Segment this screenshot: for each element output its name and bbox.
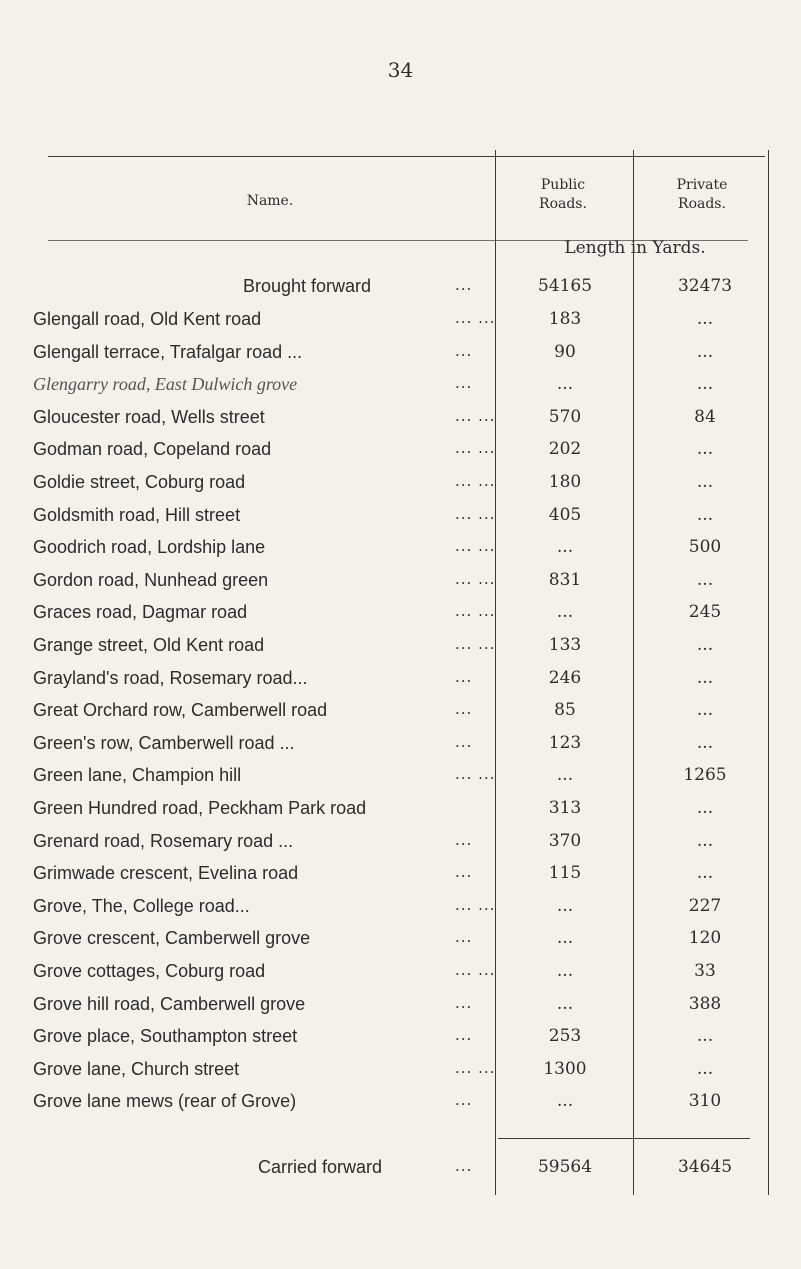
row-public: 183: [548, 309, 582, 329]
row-public: ...: [556, 537, 574, 558]
table-row: [0, 309, 801, 341]
row-name: Grove place, Southampton street: [33, 1026, 298, 1047]
row-name: Carried forward: [258, 1157, 383, 1177]
row-name: Gloucester road, Wells street: [33, 406, 265, 427]
row-private: ...: [696, 569, 714, 590]
row-leader: ... ...: [455, 765, 496, 784]
row-leader: ... ...: [455, 635, 496, 653]
table-row: [0, 700, 801, 732]
row-private: ...: [696, 504, 714, 525]
table-row: [0, 928, 801, 960]
row-private: ...: [696, 863, 714, 884]
row-private: ...: [696, 700, 714, 721]
table-row: [0, 407, 801, 439]
table-row: [0, 635, 801, 667]
row-name: Graces road, Dagmar road: [33, 602, 248, 623]
row-name: Gordon road, Nunhead green: [33, 569, 269, 590]
header-name: Name.: [246, 193, 294, 209]
row-name: Glengall road, Old Kent road: [33, 309, 262, 329]
row-private: 32473: [677, 276, 733, 296]
row-private: 1265: [683, 765, 727, 786]
row-public: 180: [548, 472, 582, 492]
row-name: Grove crescent, Camberwell grove: [33, 928, 311, 949]
row-private: ...: [696, 798, 714, 818]
bottom-rule: [498, 1138, 750, 1139]
row-leader: ...: [455, 928, 473, 947]
row-leader: ... ...: [455, 961, 496, 979]
row-public: 253: [548, 1026, 582, 1047]
row-private: ...: [696, 439, 714, 460]
row-public: 115: [548, 863, 582, 884]
row-name: Grange street, Old Kent road: [33, 635, 265, 655]
header-public-roads: Public Roads.: [539, 177, 587, 212]
row-private: ...: [696, 1058, 714, 1079]
row-private: ...: [696, 1026, 714, 1047]
row-private: ...: [696, 472, 714, 492]
row-public: ...: [556, 1091, 574, 1112]
row-public: 133: [548, 635, 582, 655]
row-private: ...: [696, 309, 714, 329]
row-public: ...: [556, 602, 574, 623]
row-public: 405: [548, 504, 582, 525]
table-row: [0, 439, 801, 471]
header-private-roads: Private Roads.: [676, 177, 728, 212]
row-public: ...: [556, 928, 574, 949]
row-public: ...: [556, 895, 574, 916]
table-row: [0, 537, 801, 569]
table-row: [0, 342, 801, 374]
table-row: [0, 1059, 801, 1091]
row-leader: ... ...: [455, 537, 496, 556]
row-private: 388: [688, 993, 722, 1014]
row-public: 59564: [537, 1157, 593, 1177]
row-public: 90: [554, 341, 576, 362]
row-name: Godman road, Copeland road: [33, 439, 272, 460]
row-name: Grenard road, Rosemary road ...: [33, 830, 294, 851]
row-leader: ... ...: [455, 569, 496, 588]
row-public: 202: [548, 439, 582, 460]
row-public: 54165: [537, 276, 593, 296]
table-row: [0, 961, 801, 993]
row-public: 1300: [543, 1058, 587, 1079]
table-row: [0, 896, 801, 928]
row-private: ...: [696, 667, 714, 688]
row-leader: ...: [455, 1026, 473, 1045]
row-name: Brought forward: [243, 276, 372, 296]
carried-forward-row: [0, 1157, 801, 1189]
row-public: 246: [548, 667, 582, 688]
row-private: 33: [694, 961, 716, 981]
row-private: 500: [688, 537, 722, 558]
row-leader: ... ...: [455, 472, 496, 490]
row-public: 85: [554, 700, 576, 721]
row-leader: ...: [455, 830, 473, 849]
row-name: Goodrich road, Lordship lane: [33, 537, 266, 558]
table-row: [0, 863, 801, 895]
row-public: 123: [548, 732, 582, 753]
row-leader: ...: [455, 276, 473, 294]
row-name: Grove lane mews (rear of Grove): [33, 1091, 297, 1112]
row-leader: ...: [455, 1091, 473, 1110]
table-row: [0, 570, 801, 602]
row-name: Goldsmith road, Hill street: [33, 504, 241, 525]
row-name: Grove cottages, Coburg road: [33, 961, 266, 981]
row-name: Grove, The, College road...: [33, 895, 250, 916]
row-private: 84: [694, 406, 716, 427]
row-name: Green Hundred road, Peckham Park road: [33, 798, 367, 818]
row-name: Great Orchard row, Camberwell road: [33, 700, 328, 721]
row-leader: ...: [455, 341, 473, 360]
row-private: 310: [688, 1091, 722, 1112]
row-name: Goldie street, Coburg road: [33, 472, 246, 492]
row-leader: ... ...: [455, 895, 496, 914]
row-name: Grove hill road, Camberwell grove: [33, 993, 306, 1014]
table-row: [0, 994, 801, 1026]
header-length-in-yards: Length in Yards.: [564, 238, 706, 258]
row-private: ...: [696, 732, 714, 753]
row-private: ...: [696, 830, 714, 851]
row-name: Grimwade crescent, Evelina road: [33, 863, 299, 884]
row-private: 227: [688, 895, 722, 916]
row-name: Grayland's road, Rosemary road...: [33, 667, 308, 688]
row-public: 570: [548, 406, 582, 427]
table-row: [0, 668, 801, 700]
row-private: ...: [696, 374, 714, 395]
row-private: 245: [688, 602, 722, 623]
table-row: [0, 798, 801, 830]
table-row: [0, 505, 801, 537]
page-number: 34: [387, 58, 414, 82]
row-public: ...: [556, 993, 574, 1014]
row-name: Green lane, Champion hill: [33, 765, 242, 786]
brought-forward-row: [0, 276, 801, 308]
top-rule: [48, 156, 765, 157]
row-public: ...: [556, 961, 574, 981]
table-row: [0, 472, 801, 504]
row-private: 120: [688, 928, 722, 949]
row-private: 34645: [677, 1157, 733, 1177]
row-leader: ...: [455, 1157, 473, 1175]
row-leader: ...: [455, 863, 473, 882]
table-row: [0, 733, 801, 765]
row-public: 370: [548, 830, 582, 851]
row-name: Grove lane, Church street: [33, 1058, 240, 1079]
row-name: Green's row, Camberwell road ...: [33, 732, 295, 753]
row-leader: ...: [455, 667, 473, 686]
row-leader: ... ...: [455, 1058, 496, 1077]
row-leader: ...: [455, 993, 473, 1012]
row-leader: ...: [455, 732, 473, 751]
table-row: [0, 1091, 801, 1123]
row-leader: ... ...: [455, 504, 496, 523]
row-leader: ... ...: [455, 406, 496, 425]
table-row: [0, 374, 801, 406]
row-public: 313: [548, 798, 582, 818]
table-row: [0, 1026, 801, 1058]
row-leader: ... ...: [455, 602, 496, 621]
table-row: [0, 765, 801, 797]
row-public: 831: [548, 569, 582, 590]
row-leader: ... ...: [455, 309, 496, 327]
row-leader: ... ...: [455, 439, 496, 458]
row-name: Glengarry road, East Dulwich grove: [33, 374, 298, 395]
row-leader: ...: [455, 700, 473, 719]
row-name: Glengall terrace, Trafalgar road ...: [33, 341, 303, 362]
row-private: ...: [696, 635, 714, 655]
row-public: ...: [556, 374, 574, 395]
table-row: [0, 602, 801, 634]
row-private: ...: [696, 341, 714, 362]
row-leader: ...: [455, 374, 473, 393]
table-row: [0, 831, 801, 863]
row-public: ...: [556, 765, 574, 786]
